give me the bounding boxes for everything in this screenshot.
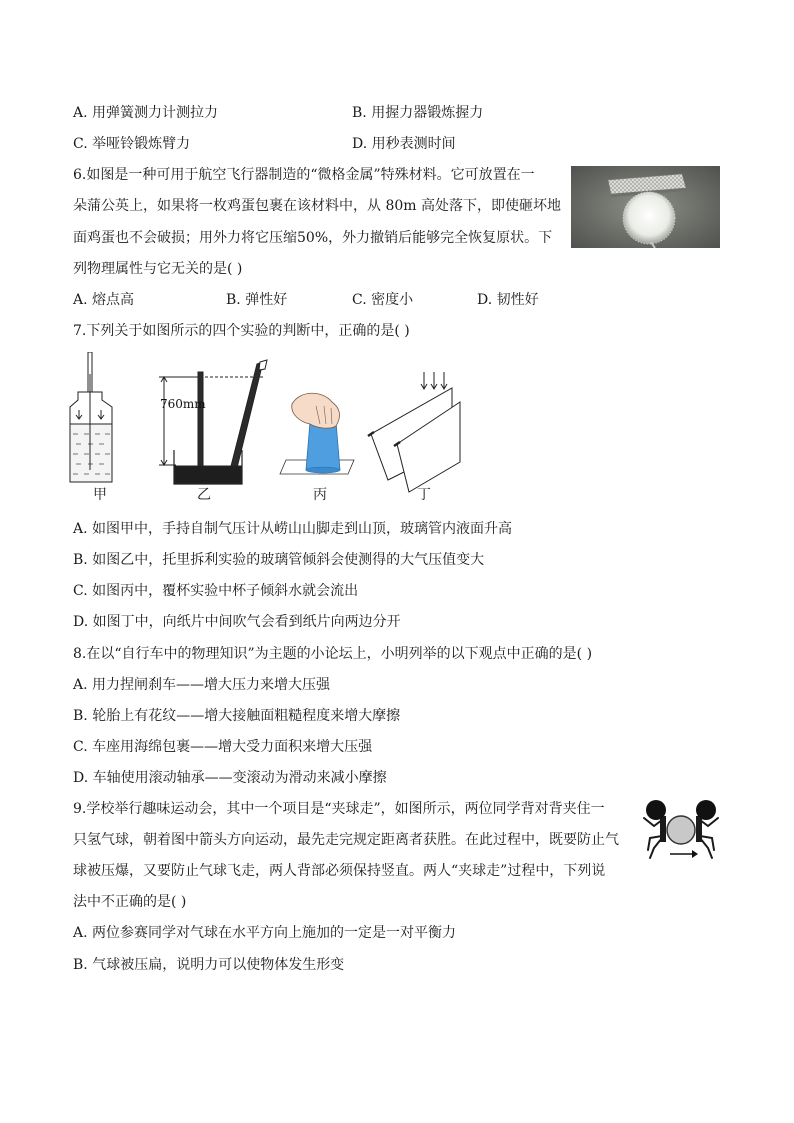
q6-option-a: A. 熔点高 xyxy=(73,292,135,308)
overturned-cup-diagram xyxy=(280,393,354,474)
q8-option-d: D. 车轴使用滚动轴承——变滚动为滑动来减小摩擦 xyxy=(73,770,387,786)
q6-stem-line-4: 列物理属性与它无关的是( ) xyxy=(73,261,243,277)
q7-option-b: B. 如图乙中，托里拆利实验的玻璃管倾斜会使测得的大气压值变大 xyxy=(73,552,485,568)
q7-option-c: C. 如图丙中，覆杯实验中杯子倾斜水就会流出 xyxy=(73,583,359,599)
q9-option-a: A. 两位参赛同学对气球在水平方向上施加的一定是一对平衡力 xyxy=(73,925,457,941)
q9-stem-line-1: 9.学校举行趣味运动会，其中一个项目是“夹球走”，如图所示，两位同学背对背夹住一 xyxy=(73,801,605,817)
q8-option-b: B. 轮胎上有花纹——增大接触面粗糙程度来增大摩擦 xyxy=(73,708,401,724)
caption-bing: 丙 xyxy=(313,487,327,503)
caption-yi: 乙 xyxy=(197,487,211,503)
q6-option-d: D. 韧性好 xyxy=(477,292,539,308)
q9-stem-line-2: 只氢气球，朝着图中箭头方向运动，最先走完规定距离者获胜。在此过程中，既要防止气 xyxy=(73,832,619,848)
q5-option-c: C. 举哑铃锻炼臂力 xyxy=(73,136,191,152)
barometer-jar-diagram xyxy=(70,352,112,482)
q6-stem-line-1: 6.如图是一种可用于航空飞行器制造的“微格金属”特殊材料。它可放置在一 xyxy=(73,167,535,183)
q5-option-b: B. 用握力器锻炼握力 xyxy=(352,105,484,121)
q7-option-d: D. 如图丁中，向纸片中间吹气会看到纸片向两边分开 xyxy=(73,614,401,630)
torricelli-760mm-label: 760mm xyxy=(160,397,206,411)
q9-option-b: B. 气球被压扁，说明力可以使物体发生形变 xyxy=(73,957,345,973)
q9-stem-line-3: 球被压爆，又要防止气球飞走，两人背部必须保持竖直。两人“夹球走”过程中，下列说 xyxy=(73,863,606,879)
q8-option-c: C. 车座用海绵包裹——增大受力面积来增大压强 xyxy=(73,739,373,755)
q6-stem-line-3: 面鸡蛋也不会破损；用外力将它压缩50%，外力撤销后能够完全恢复原状。下 xyxy=(73,230,553,246)
caption-jia: 甲 xyxy=(93,487,107,503)
q5-option-d: D. 用秒表测时间 xyxy=(352,136,456,152)
hanging-papers-diagram xyxy=(368,372,460,492)
q9-stem-line-4: 法中不正确的是( ) xyxy=(73,894,187,910)
q6-stem-line-2: 朵蒲公英上，如果将一枚鸡蛋包裹在该材料中，从 80m 高处落下，即使砸坏地 xyxy=(73,198,561,214)
q7-experiment-figure xyxy=(64,352,464,500)
q8-option-a: A. 用力捏闸刹车——增大压力来增大压强 xyxy=(73,677,331,693)
q7-stem: 7.下列关于如图所示的四个实验的判断中，正确的是( ) xyxy=(73,323,410,339)
q6-option-b: B. 弹性好 xyxy=(226,292,288,308)
q8-stem: 8.在以“自行车中的物理知识”为主题的小论坛上，小明列举的以下观点中正确的是( ) xyxy=(73,646,593,662)
micro-lattice-dandelion-photo xyxy=(571,166,720,248)
q5-option-a: A. 用弹簧测力计测拉力 xyxy=(73,105,219,121)
torricelli-diagram xyxy=(159,360,267,484)
q7-option-a: A. 如图甲中，手持自制气压计从崂山山脚走到山顶，玻璃管内液面升高 xyxy=(73,521,513,537)
q6-option-c: C. 密度小 xyxy=(352,292,414,308)
balloon-walk-figure xyxy=(640,798,722,864)
caption-ding: 丁 xyxy=(417,487,431,503)
